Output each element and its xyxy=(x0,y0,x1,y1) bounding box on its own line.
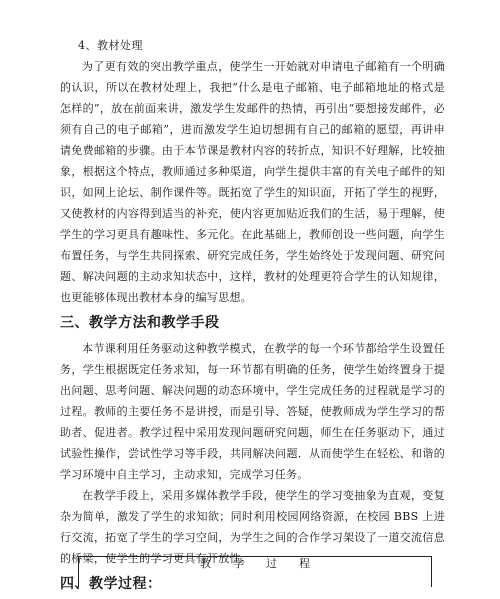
document-body xyxy=(60,36,445,599)
subheading-teaching-material: 4、教材处理 xyxy=(78,39,143,52)
teaching-process-table xyxy=(78,556,432,587)
table-header-cell: 教学过程 xyxy=(200,557,332,570)
paragraph-multimedia: 在教学手段上，采用多媒体教学手段，使学生的学习变抽象为直观，变复杂为简单，激发了学生的求知欲；同时利用校园网络资源，在校园 BBS 上进行交流，拓宽了学生的学习空间，为学生之间的合作学习架设了一道交流信息的桥梁，使学生的学习更具有开放性。 xyxy=(60,489,445,565)
paragraph-task-driven: 本节课利用任务驱动这种教学模式，在教学的每一个环节都给学生设置任务，学生根据既定任务求知，每一环节都有明确的任务，使学生始终置身于提出问题、思考问题、解决问题的动态环境中，学生完成任务的过程就是学习的过程。教师的主要任务不是讲授，而是引导、答疑，使教师成为学生学习的帮助者、促进者。教学过程中采用发现问题研究问题，师生在任务驱动下，通过试验性操作，尝试性学习等手段，共同解决问题．从而使学生在轻松、和谐的学习环境中自主学习，主动求知，完成学习任务。 xyxy=(60,342,445,481)
section-heading-methods: 三、教学方法和教学手段 xyxy=(60,315,220,331)
paragraph-material-handling: 为了更有效的突出教学重点，使学生一开始就对申请电子邮箱有一个明确的认识，所以在教材处理上，我把“什么是电子邮箱、电子邮箱地址的格式是怎样的”，放在前面来讲，激发学生发邮件的热情，再引出“要想接发邮件，必须有自己的电子邮箱”，进而激发学生迫切想拥有自己的邮箱的愿望，再讲申请免费邮箱的步骤。由于本节课是教材内容的转折点，知识不好理解，比较抽象，根据这个特点，教师通过多种渠道，向学生提供丰富的有关电子邮件的知识，如网上论坛、制作课件等。既拓宽了学生的知识面，开拓了学生的视野，又使教材的内容得到适当的补充，使内容更加贴近我们的生活，易于理解，使学生的学习更具有趣味性、多元化。在此基础上，教师创设一些问题，向学生布置任务，与学生共同探索、研究完成任务，学生始终处于发现问题、研究问题、解决问题的主动求知状态中，这样，教材的处理更符合学生的认知规律，也更能够体现出教材本身的编写思想。 xyxy=(60,60,445,304)
section-heading-process: 四、教学过程： xyxy=(60,576,162,592)
